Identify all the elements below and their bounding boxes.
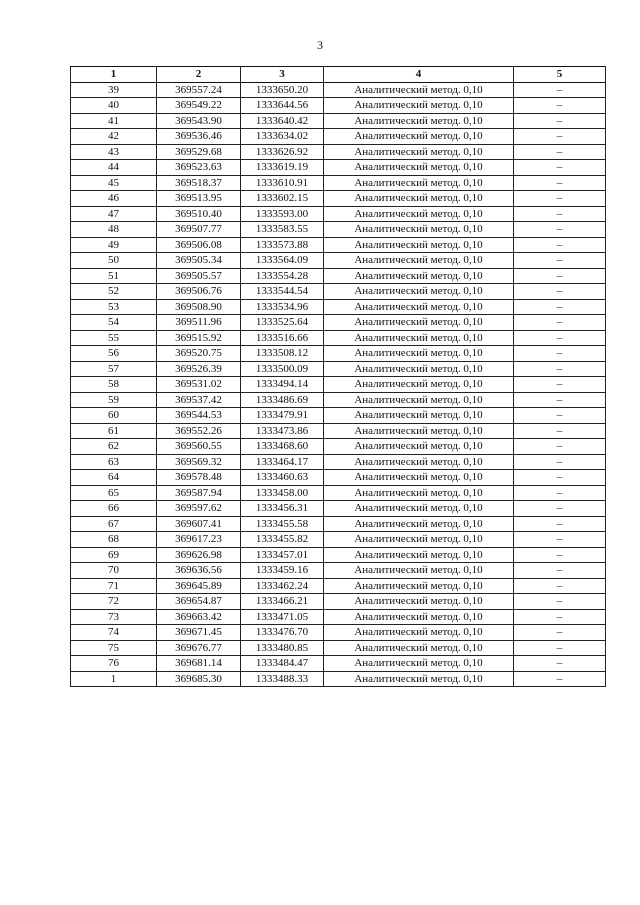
note-cell: – xyxy=(514,361,606,377)
x-coordinate-cell: 369617.23 xyxy=(157,532,241,548)
point-number-cell: 76 xyxy=(71,656,157,672)
note-cell: – xyxy=(514,470,606,486)
y-coordinate-cell: 1333468.60 xyxy=(241,439,324,455)
note-cell: – xyxy=(514,408,606,424)
method-cell: Аналитический метод. 0,10 xyxy=(324,516,514,532)
point-number-cell: 56 xyxy=(71,346,157,362)
table-row xyxy=(71,160,606,176)
y-coordinate-cell: 1333508.12 xyxy=(241,346,324,362)
method-cell: Аналитический метод. 0,10 xyxy=(324,671,514,687)
table-row xyxy=(71,423,606,439)
y-coordinate-cell: 1333564.09 xyxy=(241,253,324,269)
point-number-cell: 42 xyxy=(71,129,157,145)
table-row xyxy=(71,206,606,222)
method-cell: Аналитический метод. 0,10 xyxy=(324,113,514,129)
point-number-cell: 66 xyxy=(71,501,157,517)
point-number-cell: 60 xyxy=(71,408,157,424)
table-row xyxy=(71,361,606,377)
x-coordinate-cell: 369636.56 xyxy=(157,563,241,579)
table-row xyxy=(71,129,606,145)
table-row xyxy=(71,563,606,579)
y-coordinate-cell: 1333650.20 xyxy=(241,82,324,98)
table-row xyxy=(71,625,606,641)
note-cell: – xyxy=(514,129,606,145)
note-cell: – xyxy=(514,671,606,687)
table-row xyxy=(71,268,606,284)
x-coordinate-cell: 369654.87 xyxy=(157,594,241,610)
method-cell: Аналитический метод. 0,10 xyxy=(324,547,514,563)
method-cell: Аналитический метод. 0,10 xyxy=(324,222,514,238)
point-number-cell: 57 xyxy=(71,361,157,377)
y-coordinate-cell: 1333500.09 xyxy=(241,361,324,377)
note-cell: – xyxy=(514,454,606,470)
note-cell: – xyxy=(514,268,606,284)
y-coordinate-cell: 1333619.19 xyxy=(241,160,324,176)
y-coordinate-cell: 1333516.66 xyxy=(241,330,324,346)
note-cell: – xyxy=(514,516,606,532)
page-number: 3 xyxy=(317,38,323,52)
point-number-cell: 54 xyxy=(71,315,157,331)
note-cell: – xyxy=(514,160,606,176)
point-number-cell: 75 xyxy=(71,640,157,656)
point-number-cell: 72 xyxy=(71,594,157,610)
note-cell: – xyxy=(514,82,606,98)
y-coordinate-cell: 1333458.00 xyxy=(241,485,324,501)
table-row xyxy=(71,377,606,393)
y-coordinate-cell: 1333610.91 xyxy=(241,175,324,191)
method-cell: Аналитический метод. 0,10 xyxy=(324,563,514,579)
method-cell: Аналитический метод. 0,10 xyxy=(324,501,514,517)
y-coordinate-cell: 1333488.33 xyxy=(241,671,324,687)
x-coordinate-cell: 369597.62 xyxy=(157,501,241,517)
method-cell: Аналитический метод. 0,10 xyxy=(324,191,514,207)
note-cell: – xyxy=(514,485,606,501)
y-coordinate-cell: 1333462.24 xyxy=(241,578,324,594)
method-cell: Аналитический метод. 0,10 xyxy=(324,98,514,114)
x-coordinate-cell: 369513.95 xyxy=(157,191,241,207)
table-row xyxy=(71,485,606,501)
x-coordinate-cell: 369529.68 xyxy=(157,144,241,160)
point-number-cell: 69 xyxy=(71,547,157,563)
x-coordinate-cell: 369557.24 xyxy=(157,82,241,98)
column-header: 4 xyxy=(324,67,514,83)
table-row xyxy=(71,532,606,548)
y-coordinate-cell: 1333455.58 xyxy=(241,516,324,532)
point-number-cell: 49 xyxy=(71,237,157,253)
method-cell: Аналитический метод. 0,10 xyxy=(324,532,514,548)
point-number-cell: 65 xyxy=(71,485,157,501)
x-coordinate-cell: 369543.90 xyxy=(157,113,241,129)
note-cell: – xyxy=(514,594,606,610)
y-coordinate-cell: 1333459.16 xyxy=(241,563,324,579)
note-cell: – xyxy=(514,423,606,439)
table-row xyxy=(71,253,606,269)
x-coordinate-cell: 369508.90 xyxy=(157,299,241,315)
table-row xyxy=(71,470,606,486)
point-number-cell: 62 xyxy=(71,439,157,455)
point-number-cell: 59 xyxy=(71,392,157,408)
y-coordinate-cell: 1333644.56 xyxy=(241,98,324,114)
point-number-cell: 73 xyxy=(71,609,157,625)
note-cell: – xyxy=(514,191,606,207)
y-coordinate-cell: 1333471.05 xyxy=(241,609,324,625)
y-coordinate-cell: 1333602.15 xyxy=(241,191,324,207)
method-cell: Аналитический метод. 0,10 xyxy=(324,299,514,315)
column-header: 1 xyxy=(71,67,157,83)
x-coordinate-cell: 369505.57 xyxy=(157,268,241,284)
y-coordinate-cell: 1333484.47 xyxy=(241,656,324,672)
point-number-cell: 52 xyxy=(71,284,157,300)
table-row xyxy=(71,516,606,532)
y-coordinate-cell: 1333455.82 xyxy=(241,532,324,548)
note-cell: – xyxy=(514,98,606,114)
y-coordinate-cell: 1333460.63 xyxy=(241,470,324,486)
note-cell: – xyxy=(514,253,606,269)
x-coordinate-cell: 369544.53 xyxy=(157,408,241,424)
table-row xyxy=(71,175,606,191)
table-row xyxy=(71,191,606,207)
y-coordinate-cell: 1333479.91 xyxy=(241,408,324,424)
x-coordinate-cell: 369552.26 xyxy=(157,423,241,439)
note-cell: – xyxy=(514,346,606,362)
point-number-cell: 51 xyxy=(71,268,157,284)
method-cell: Аналитический метод. 0,10 xyxy=(324,206,514,222)
column-header: 2 xyxy=(157,67,241,83)
point-number-cell: 1 xyxy=(71,671,157,687)
point-number-cell: 41 xyxy=(71,113,157,129)
method-cell: Аналитический метод. 0,10 xyxy=(324,346,514,362)
y-coordinate-cell: 1333634.02 xyxy=(241,129,324,145)
point-number-cell: 67 xyxy=(71,516,157,532)
point-number-cell: 40 xyxy=(71,98,157,114)
x-coordinate-cell: 369536.46 xyxy=(157,129,241,145)
y-coordinate-cell: 1333473.86 xyxy=(241,423,324,439)
note-cell: – xyxy=(514,609,606,625)
x-coordinate-cell: 369676.77 xyxy=(157,640,241,656)
note-cell: – xyxy=(514,625,606,641)
note-cell: – xyxy=(514,284,606,300)
table-row xyxy=(71,346,606,362)
x-coordinate-cell: 369681.14 xyxy=(157,656,241,672)
table-row xyxy=(71,113,606,129)
method-cell: Аналитический метод. 0,10 xyxy=(324,175,514,191)
note-cell: – xyxy=(514,175,606,191)
note-cell: – xyxy=(514,299,606,315)
point-number-cell: 47 xyxy=(71,206,157,222)
x-coordinate-cell: 369587.94 xyxy=(157,485,241,501)
x-coordinate-cell: 369645.89 xyxy=(157,578,241,594)
note-cell: – xyxy=(514,144,606,160)
y-coordinate-cell: 1333583.55 xyxy=(241,222,324,238)
method-cell: Аналитический метод. 0,10 xyxy=(324,392,514,408)
y-coordinate-cell: 1333457.01 xyxy=(241,547,324,563)
note-cell: – xyxy=(514,222,606,238)
y-coordinate-cell: 1333476.70 xyxy=(241,625,324,641)
method-cell: Аналитический метод. 0,10 xyxy=(324,144,514,160)
x-coordinate-cell: 369523.63 xyxy=(157,160,241,176)
x-coordinate-cell: 369560.55 xyxy=(157,439,241,455)
table-header-row xyxy=(71,67,606,83)
table-row xyxy=(71,144,606,160)
note-cell: – xyxy=(514,532,606,548)
method-cell: Аналитический метод. 0,10 xyxy=(324,439,514,455)
method-cell: Аналитический метод. 0,10 xyxy=(324,377,514,393)
method-cell: Аналитический метод. 0,10 xyxy=(324,594,514,610)
table-row xyxy=(71,299,606,315)
method-cell: Аналитический метод. 0,10 xyxy=(324,330,514,346)
table-row xyxy=(71,237,606,253)
coordinates-table xyxy=(70,66,606,687)
y-coordinate-cell: 1333456.31 xyxy=(241,501,324,517)
y-coordinate-cell: 1333573.88 xyxy=(241,237,324,253)
table-row xyxy=(71,594,606,610)
x-coordinate-cell: 369569.32 xyxy=(157,454,241,470)
table-row xyxy=(71,640,606,656)
x-coordinate-cell: 369515.92 xyxy=(157,330,241,346)
y-coordinate-cell: 1333534.96 xyxy=(241,299,324,315)
y-coordinate-cell: 1333525.64 xyxy=(241,315,324,331)
method-cell: Аналитический метод. 0,10 xyxy=(324,408,514,424)
x-coordinate-cell: 369537.42 xyxy=(157,392,241,408)
note-cell: – xyxy=(514,656,606,672)
x-coordinate-cell: 369549.22 xyxy=(157,98,241,114)
x-coordinate-cell: 369663.42 xyxy=(157,609,241,625)
column-header: 5 xyxy=(514,67,606,83)
point-number-cell: 44 xyxy=(71,160,157,176)
method-cell: Аналитический метод. 0,10 xyxy=(324,315,514,331)
note-cell: – xyxy=(514,563,606,579)
x-coordinate-cell: 369626.98 xyxy=(157,547,241,563)
x-coordinate-cell: 369578.48 xyxy=(157,470,241,486)
point-number-cell: 63 xyxy=(71,454,157,470)
point-number-cell: 58 xyxy=(71,377,157,393)
note-cell: – xyxy=(514,439,606,455)
point-number-cell: 55 xyxy=(71,330,157,346)
x-coordinate-cell: 369506.76 xyxy=(157,284,241,300)
table-row xyxy=(71,671,606,687)
y-coordinate-cell: 1333640.42 xyxy=(241,113,324,129)
note-cell: – xyxy=(514,578,606,594)
point-number-cell: 43 xyxy=(71,144,157,160)
note-cell: – xyxy=(514,377,606,393)
table-body xyxy=(71,82,606,687)
method-cell: Аналитический метод. 0,10 xyxy=(324,160,514,176)
table-row xyxy=(71,222,606,238)
table-row xyxy=(71,82,606,98)
note-cell: – xyxy=(514,501,606,517)
point-number-cell: 48 xyxy=(71,222,157,238)
method-cell: Аналитический метод. 0,10 xyxy=(324,129,514,145)
table-row xyxy=(71,501,606,517)
note-cell: – xyxy=(514,392,606,408)
table-row xyxy=(71,330,606,346)
y-coordinate-cell: 1333466.21 xyxy=(241,594,324,610)
point-number-cell: 39 xyxy=(71,82,157,98)
method-cell: Аналитический метод. 0,10 xyxy=(324,625,514,641)
method-cell: Аналитический метод. 0,10 xyxy=(324,284,514,300)
table-row xyxy=(71,578,606,594)
x-coordinate-cell: 369506.08 xyxy=(157,237,241,253)
y-coordinate-cell: 1333464.17 xyxy=(241,454,324,470)
method-cell: Аналитический метод. 0,10 xyxy=(324,268,514,284)
note-cell: – xyxy=(514,315,606,331)
table-row xyxy=(71,392,606,408)
y-coordinate-cell: 1333494.14 xyxy=(241,377,324,393)
table-row xyxy=(71,547,606,563)
y-coordinate-cell: 1333626.92 xyxy=(241,144,324,160)
table-row xyxy=(71,98,606,114)
point-number-cell: 64 xyxy=(71,470,157,486)
method-cell: Аналитический метод. 0,10 xyxy=(324,253,514,269)
method-cell: Аналитический метод. 0,10 xyxy=(324,578,514,594)
point-number-cell: 53 xyxy=(71,299,157,315)
method-cell: Аналитический метод. 0,10 xyxy=(324,82,514,98)
x-coordinate-cell: 369518.37 xyxy=(157,175,241,191)
note-cell: – xyxy=(514,330,606,346)
method-cell: Аналитический метод. 0,10 xyxy=(324,423,514,439)
point-number-cell: 68 xyxy=(71,532,157,548)
method-cell: Аналитический метод. 0,10 xyxy=(324,470,514,486)
x-coordinate-cell: 369685.30 xyxy=(157,671,241,687)
method-cell: Аналитический метод. 0,10 xyxy=(324,454,514,470)
point-number-cell: 70 xyxy=(71,563,157,579)
column-header: 3 xyxy=(241,67,324,83)
point-number-cell: 46 xyxy=(71,191,157,207)
method-cell: Аналитический метод. 0,10 xyxy=(324,640,514,656)
method-cell: Аналитический метод. 0,10 xyxy=(324,361,514,377)
point-number-cell: 71 xyxy=(71,578,157,594)
x-coordinate-cell: 369607.41 xyxy=(157,516,241,532)
note-cell: – xyxy=(514,113,606,129)
x-coordinate-cell: 369511.96 xyxy=(157,315,241,331)
table-row xyxy=(71,454,606,470)
method-cell: Аналитический метод. 0,10 xyxy=(324,609,514,625)
table-row xyxy=(71,408,606,424)
x-coordinate-cell: 369505.34 xyxy=(157,253,241,269)
point-number-cell: 45 xyxy=(71,175,157,191)
x-coordinate-cell: 369671.45 xyxy=(157,625,241,641)
table-row xyxy=(71,656,606,672)
table-row xyxy=(71,315,606,331)
x-coordinate-cell: 369510.40 xyxy=(157,206,241,222)
y-coordinate-cell: 1333544.54 xyxy=(241,284,324,300)
note-cell: – xyxy=(514,640,606,656)
note-cell: – xyxy=(514,547,606,563)
y-coordinate-cell: 1333480.85 xyxy=(241,640,324,656)
table-row xyxy=(71,284,606,300)
x-coordinate-cell: 369526.39 xyxy=(157,361,241,377)
y-coordinate-cell: 1333486.69 xyxy=(241,392,324,408)
point-number-cell: 50 xyxy=(71,253,157,269)
note-cell: – xyxy=(514,206,606,222)
y-coordinate-cell: 1333554.28 xyxy=(241,268,324,284)
table-row xyxy=(71,609,606,625)
point-number-cell: 61 xyxy=(71,423,157,439)
method-cell: Аналитический метод. 0,10 xyxy=(324,656,514,672)
x-coordinate-cell: 369531.02 xyxy=(157,377,241,393)
table-row xyxy=(71,439,606,455)
y-coordinate-cell: 1333593.00 xyxy=(241,206,324,222)
x-coordinate-cell: 369520.75 xyxy=(157,346,241,362)
note-cell: – xyxy=(514,237,606,253)
point-number-cell: 74 xyxy=(71,625,157,641)
x-coordinate-cell: 369507.77 xyxy=(157,222,241,238)
method-cell: Аналитический метод. 0,10 xyxy=(324,485,514,501)
method-cell: Аналитический метод. 0,10 xyxy=(324,237,514,253)
